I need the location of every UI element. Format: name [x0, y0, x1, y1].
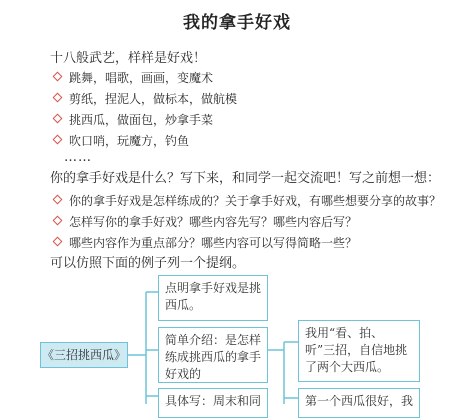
question-intro: 你的拿手好戏是什么？写下来，和同学一起交流吧！写之前想一想： — [50, 171, 441, 186]
skill-text: 剪纸，捏泥人，做标本，做航模 — [69, 92, 238, 106]
page-title: 我的拿手好戏 — [183, 13, 291, 33]
mindmap-root: 《三招挑西瓜》 — [40, 342, 128, 368]
mindmap-node: 我用“看、拍、听”三招，自信地挑了两个大西瓜。 — [298, 320, 420, 382]
question-text: 你的拿手好戏是怎样练成的？关于拿手好戏，有哪些想要分享的故事？ — [69, 194, 442, 208]
skill-text: 挑西瓜，做面包，炒拿手菜 — [69, 113, 214, 127]
ellipsis: …… — [64, 150, 92, 165]
intro-text: 十八般武艺，样样是好戏！ — [50, 51, 207, 66]
skill-text: 跳舞，唱歌，画画，变魔术 — [69, 71, 214, 85]
question-text: 怎样写你的拿手好戏？哪些内容先写？哪些内容后写？ — [69, 215, 358, 229]
mindmap-node: 具体写：周末和同 — [158, 388, 268, 418]
question-text: 哪些内容作为重点部分？哪些内容可以写得简略一些？ — [69, 236, 358, 250]
mindmap-node: 点明拿手好戏是挑西瓜。 — [158, 275, 268, 321]
mindmap-node: 第一个西瓜很好，我 — [298, 388, 420, 418]
mindmap-node: 简单介绍：是怎样练成挑西瓜的拿手好戏的 — [158, 327, 268, 383]
skill-text: 吹口哨，玩魔方，钓鱼 — [69, 134, 190, 148]
example-instruction: 可以仿照下面的例子列一个提纲。 — [50, 256, 246, 271]
